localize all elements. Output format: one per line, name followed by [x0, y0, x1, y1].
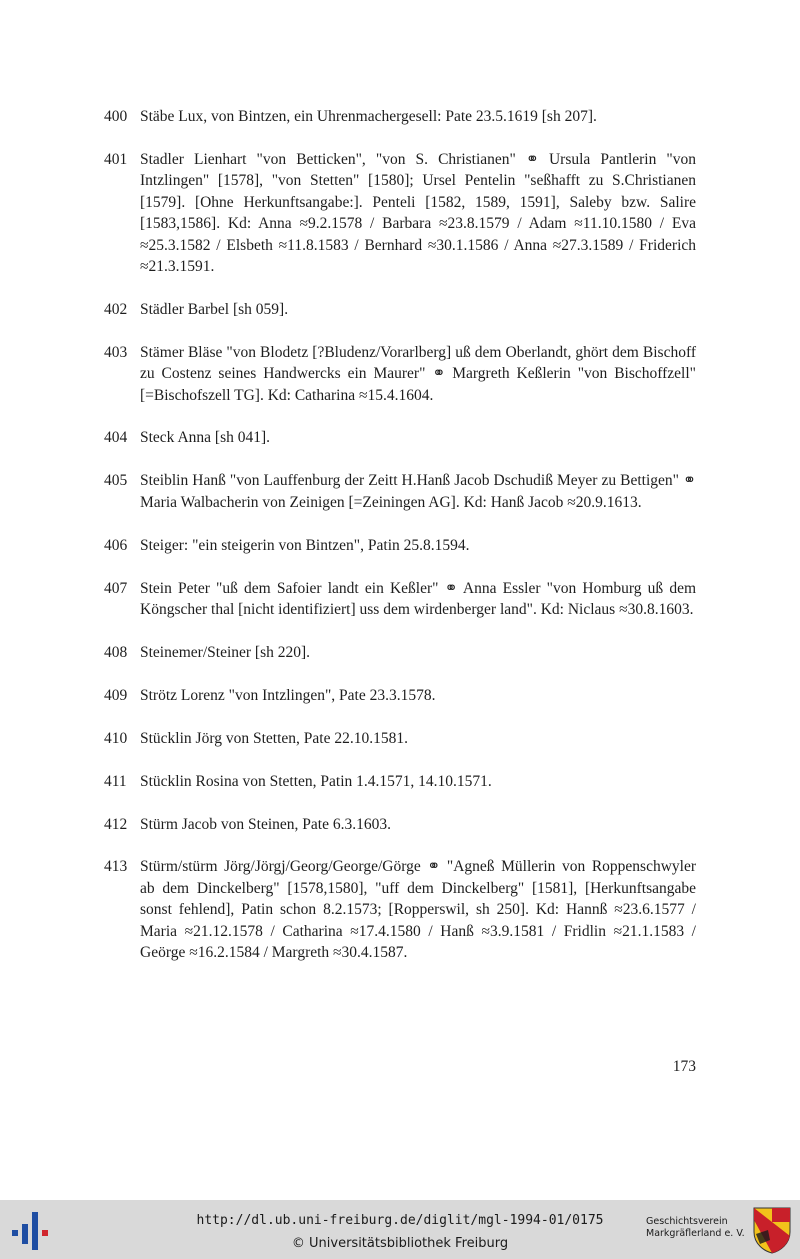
- entry-text: Stein Peter "uß dem Safoier landt ein Keßler" ⚭ Anna Essler "von Homburg uß dem Köngscher thal [nicht identifiziert] uss dem wirdenberger land". Kd: Niclaus ≈30.8.1603.: [140, 579, 696, 618]
- entry-408: [104, 642, 696, 663]
- entry-413: [104, 856, 696, 963]
- entry-text: Stürm Jacob von Steinen, Pate 6.3.1603.: [140, 815, 391, 833]
- entry-text: Städler Barbel [sh 059].: [140, 300, 289, 318]
- page-number: 173: [672, 1058, 696, 1075]
- entry-number: 413: [104, 858, 128, 876]
- society-name-line1: Geschichtsverein: [646, 1216, 728, 1227]
- entry-text: Stämer Bläse "von Blodetz [?Bludenz/Vorarlberg] uß dem Oberlandt, ghört dem Bischoff zu Costenz seines Handwercks ein Maurer" ⚭ Margreth Keßlerin "von Bischoffzell" [=Bischofszell TG]. Kd: Catharina ≈15.4.1604.: [140, 343, 696, 404]
- entry-410: [104, 728, 696, 749]
- entry-number: 409: [104, 686, 128, 704]
- entry-text: Steck Anna [sh 041].: [140, 429, 271, 447]
- entry-number: 411: [104, 772, 127, 790]
- entry-text: Stürm/stürm Jörg/Jörgj/Georg/George/Görge ⚭ "Agneß Müllerin von Roppenschwyler ab dem Dinckelberg" [1578,1580], "uff dem Dinckelberg" [1581], [Herkunftsangabe sonst fehlend], Patin schon 8.2.1573; [Ropperswil, sh 250]. Kd: Hannß ≈23.6.1577 / Maria ≈21.12.1578 / Catharina ≈17.4.1580 / Hanß ≈3.9.1581 / Fridlin ≈21.1.1583 / Geörge ≈16.2.1584 / Margreth ≈30.4.1587.: [140, 858, 696, 962]
- coat-of-arms-icon: [752, 1206, 792, 1254]
- entry-number: 402: [104, 300, 128, 318]
- entry-411: [104, 771, 696, 792]
- entry-number: 410: [104, 729, 128, 747]
- entry-403: [104, 342, 696, 406]
- society-name: [646, 1216, 756, 1240]
- entry-number: 412: [104, 815, 128, 833]
- entry-list: [104, 106, 696, 985]
- document-url[interactable]: http://dl.ub.uni-freiburg.de/diglit/mgl-1994-01/0175: [196, 1213, 604, 1228]
- entry-text: Steinemer/Steiner [sh 220].: [140, 643, 311, 661]
- entry-text: Stücklin Rosina von Stetten, Patin 1.4.1571, 14.10.1571.: [140, 772, 492, 790]
- copyright-notice: © Universitätsbibliothek Freiburg: [291, 1236, 509, 1251]
- entry-number: 405: [104, 472, 128, 490]
- ub-freiburg-logo-icon[interactable]: [10, 1210, 52, 1252]
- entry-407: [104, 578, 696, 621]
- entry-text: Strötz Lorenz "von Intzlingen", Pate 23.3.1578.: [140, 686, 436, 704]
- entry-text: Steiblin Hanß "von Lauffenburg der Zeitt H.Hanß Jacob Dschudiß Meyer zu Bettigen" ⚭ Maria Walbacherin von Zeinigen [=Zeiningen AG]. Kd: Hanß Jacob ≈20.9.1613.: [140, 472, 696, 511]
- entry-number: 401: [104, 150, 128, 168]
- entry-406: [104, 535, 696, 556]
- viewer-footer: [0, 1200, 800, 1259]
- entry-401: [104, 149, 696, 277]
- entry-text: Stadler Lienhart "von Betticken", "von S. Christianen" ⚭ Ursula Pantlerin "von Intzlingen" [1578], "von Stetten" [1580]; Ursel Pentelin "seßhafft zu S.Christianen [1579]. [Ohne Herkunftsangabe:]. Penteli [1582, 1589, 1591], Saleby bzw. Salire [1583,1586]. Kd: Anna ≈9.2.1578 / Barbara ≈23.8.1579 / Adam ≈11.10.1580 / Eva ≈25.3.1582 / Elsbeth ≈11.8.1583 / Bernhard ≈30.1.1586 / Anna ≈27.3.1589 / Friderich ≈21.3.1591.: [140, 150, 696, 275]
- entry-number: 408: [104, 643, 128, 661]
- entry-number: 400: [104, 108, 128, 125]
- entry-text: Stäbe Lux, von Bintzen, ein Uhrenmachergesell: Pate 23.5.1619 [sh 207].: [140, 108, 597, 125]
- entry-number: 403: [104, 343, 128, 361]
- society-name-line2: Markgräflerland e. V.: [646, 1228, 745, 1239]
- entry-text: Steiger: "ein steigerin von Bintzen", Patin 25.8.1594.: [140, 536, 470, 554]
- entry-412: [104, 814, 696, 835]
- entry-402: [104, 299, 696, 320]
- entry-404: [104, 427, 696, 448]
- entry-405: [104, 470, 696, 513]
- entry-text: Stücklin Jörg von Stetten, Pate 22.10.1581.: [140, 729, 408, 747]
- entry-number: 406: [104, 536, 128, 554]
- entry-400: [104, 106, 696, 127]
- entry-number: 407: [104, 579, 128, 597]
- entry-409: [104, 685, 696, 706]
- entry-number: 404: [104, 429, 128, 447]
